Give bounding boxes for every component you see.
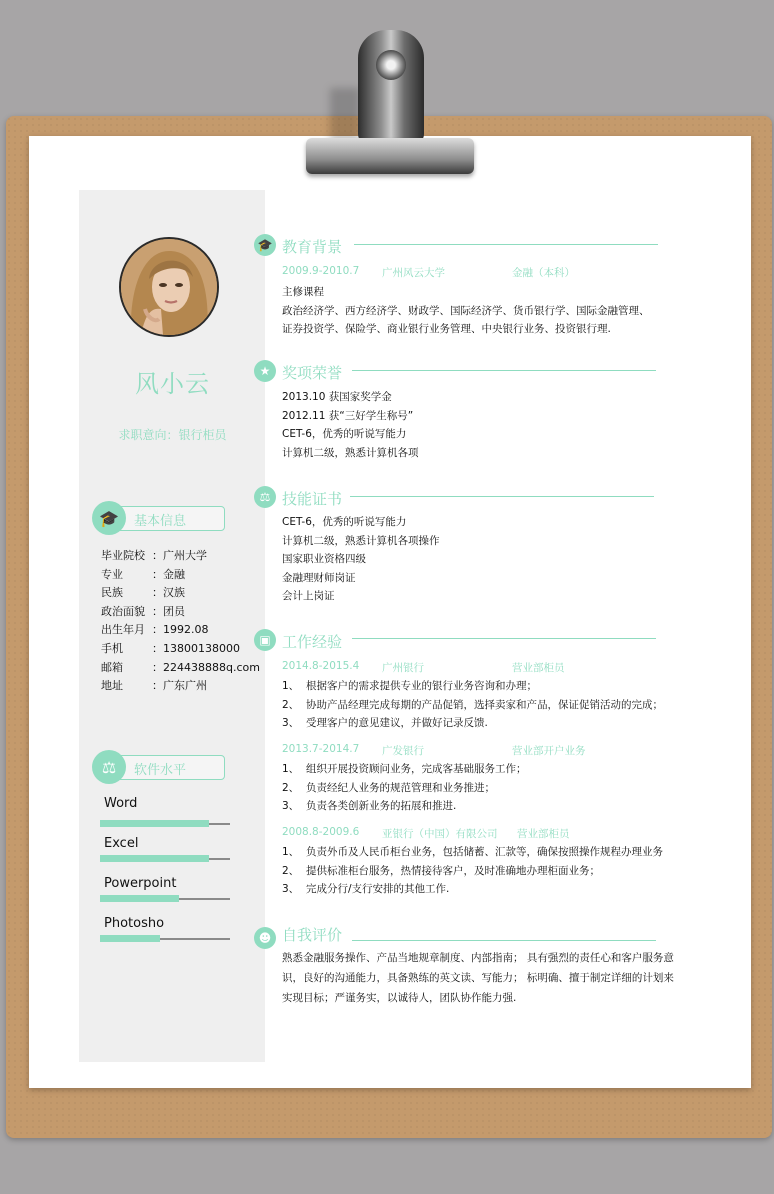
text-line: CET-6，优秀的听说写能力 [282, 516, 407, 528]
duty-line: 3、 完成分行/支行安排的其他工作. [282, 883, 450, 895]
duty-line: 1、 组织开展投资顾问业务，完成客基础服务工作； [282, 763, 527, 775]
info-value: 1992.08 [163, 623, 209, 637]
duty-line: 1、 负责外币及人民币柜台业务，包括储蓄、汇款等，确保按照操作规程办理业务 [282, 846, 663, 858]
job-duties [282, 760, 527, 816]
skill-excel-bar [100, 858, 230, 860]
education-major: 金融（本科） [512, 267, 575, 279]
text-line: 2012.11 获“三好学生称号” [282, 409, 414, 422]
info-value: 224438888q.com [163, 660, 260, 674]
section-divider [352, 638, 656, 639]
info-key: 民族 [101, 586, 123, 600]
skills-list [282, 513, 440, 606]
job-period: 2013.7-2014.7 [282, 743, 360, 755]
basic-info-list [101, 547, 260, 696]
info-key: 出生年月 [101, 623, 145, 637]
job-position: 营业部柜员 [512, 662, 565, 674]
info-row: 政治面貌 ： 团员 [101, 603, 260, 622]
job-objective: 求职意向：银行柜员 [118, 428, 227, 442]
text-line: CET-6，优秀的听说写能力 [282, 428, 407, 440]
education-period: 2009.9-2010.7 [282, 265, 360, 277]
info-value: 金融 [163, 567, 185, 581]
info-value: 汉族 [163, 586, 185, 600]
section-divider [354, 244, 658, 245]
text-line: 主修课程 [282, 286, 324, 298]
text-line: 政治经济学、西方经济学、财政学、国际经济学、货币银行学、国际金融管理、 [282, 304, 650, 317]
info-row: 专业 ： 金融 [101, 566, 260, 585]
duty-line: 3、 负责各类创新业务的拓展和推进. [282, 800, 457, 812]
info-key: 政治面貌 [101, 604, 145, 618]
briefcase-icon: ▣ [254, 629, 276, 651]
binder-clip-icon [358, 30, 424, 144]
work-heading: 工作经验 [282, 633, 343, 651]
self-evaluation-text: 熟悉金融服务操作、产品当地规章制度、内部指南； 具有强烈的责任心和客户服务意识，良好的沟通能力，具备熟练的英文读、写能力； 标明确、擅于制定详细的计划来实现目标；严谨务实，以诚待人，团队协作能力强. [282, 952, 674, 1004]
duty-line: 2、 负责经纪人业务的规范管理和业务推进； [282, 781, 495, 794]
clip-base [306, 138, 474, 174]
duty-line: 2、 提供标准柜台服务，热情接待客户，及时准确地办理柜面业务； [282, 864, 600, 877]
graduation-cap-icon: 🎓 [92, 501, 126, 535]
text-line: 2013.10 获国家奖学金 [282, 391, 392, 403]
self-evaluation-heading: 自我评价 [282, 926, 343, 944]
info-value: 广东广州 [163, 679, 207, 693]
job-company: 广发银行 [382, 745, 424, 757]
skill-powerpoint-label: Powerpoint [104, 876, 177, 891]
info-key: 地址 [101, 679, 123, 693]
info-key: 专业 [101, 567, 123, 581]
education-heading: 教育背景 [282, 238, 343, 256]
basic-info-heading [97, 506, 225, 531]
skill-bar-fill [100, 855, 209, 862]
info-key: 手机 [101, 641, 123, 655]
candidate-name: 风小云 [135, 370, 210, 398]
text-line: 证券投资学、保险学、商业银行业务管理、中央银行业务、投资银行理. [282, 323, 611, 335]
skill-bar-fill [100, 935, 160, 942]
info-value: 广州大学 [163, 549, 207, 562]
info-row: 地址 ： 广东广州 [101, 677, 260, 696]
duty-line: 1、 根据客户的需求提供专业的银行业务咨询和办理； [282, 680, 537, 692]
skills-heading: 技能证书 [282, 490, 343, 508]
section-divider [352, 940, 656, 941]
job-position: 营业部开户业务 [512, 745, 586, 757]
education-school: 广州风云大学 [382, 267, 445, 279]
info-row: 手机 ： 13800138000 [101, 640, 260, 659]
skill-powerpoint-bar [100, 898, 230, 900]
info-row: 出生年月 ： 1992.08 [101, 621, 260, 640]
skill-word-label: Word [104, 796, 138, 811]
text-line: 国家职业资格四级 [282, 553, 366, 565]
job-position: 营业部柜员 [517, 828, 570, 840]
info-value: 13800138000 [163, 641, 240, 655]
job-duties [282, 677, 663, 733]
education-courses [282, 283, 650, 339]
skill-photoshop-bar [100, 938, 230, 940]
section-divider [352, 370, 656, 371]
job-period: 2008.8-2009.6 [282, 826, 360, 838]
medal-icon: ★ [254, 360, 276, 382]
skill-excel-label: Excel [104, 836, 139, 851]
clip-rivet-icon [376, 50, 406, 80]
user-icon: ☻ [254, 927, 276, 949]
duty-line: 2、 协助产品经理完成每期的产品促销，选择卖家和产品，保证促销活动的完成； [282, 698, 663, 711]
flask-icon: ⚖ [254, 486, 276, 508]
text-line: 计算机二级，熟悉计算机各项 [282, 446, 419, 459]
info-row: 邮箱 ： 224438888q.com [101, 659, 260, 678]
software-title: 软件水平 [134, 763, 187, 778]
text-line: 金融理财师岗证 [282, 571, 356, 584]
info-key: 邮箱 [101, 660, 123, 674]
job-duties [282, 843, 663, 899]
text-line: 会计上岗证 [282, 590, 335, 602]
skill-word-bar [100, 823, 230, 825]
job-company: 广州银行 [382, 662, 424, 674]
info-row: 民族 ： 汉族 [101, 584, 260, 603]
basic-info-title: 基本信息 [134, 514, 187, 529]
section-divider [350, 496, 654, 497]
awards-list [282, 388, 419, 462]
job-period: 2014.8-2015.4 [282, 660, 360, 672]
text-line: 计算机二级，熟悉计算机各项操作 [282, 534, 440, 547]
info-key: 毕业院校 [101, 549, 145, 562]
skill-bar-fill [100, 895, 179, 902]
avatar [119, 237, 219, 337]
job-company: 亚银行（中国）有限公司 [382, 828, 498, 840]
skill-photoshop-label: Photosho [104, 916, 165, 931]
software-heading [97, 755, 225, 780]
skill-bar-fill [100, 820, 209, 827]
duty-line: 3、 受理客户的意见建议，并做好记录反馈. [282, 717, 488, 729]
awards-heading: 奖项荣誉 [282, 364, 343, 382]
graduation-cap-icon: 🎓 [254, 234, 276, 256]
info-row: 毕业院校 ： 广州大学 [101, 547, 260, 566]
flask-icon: ⚖ [92, 750, 126, 784]
info-value: 团员 [163, 604, 185, 618]
